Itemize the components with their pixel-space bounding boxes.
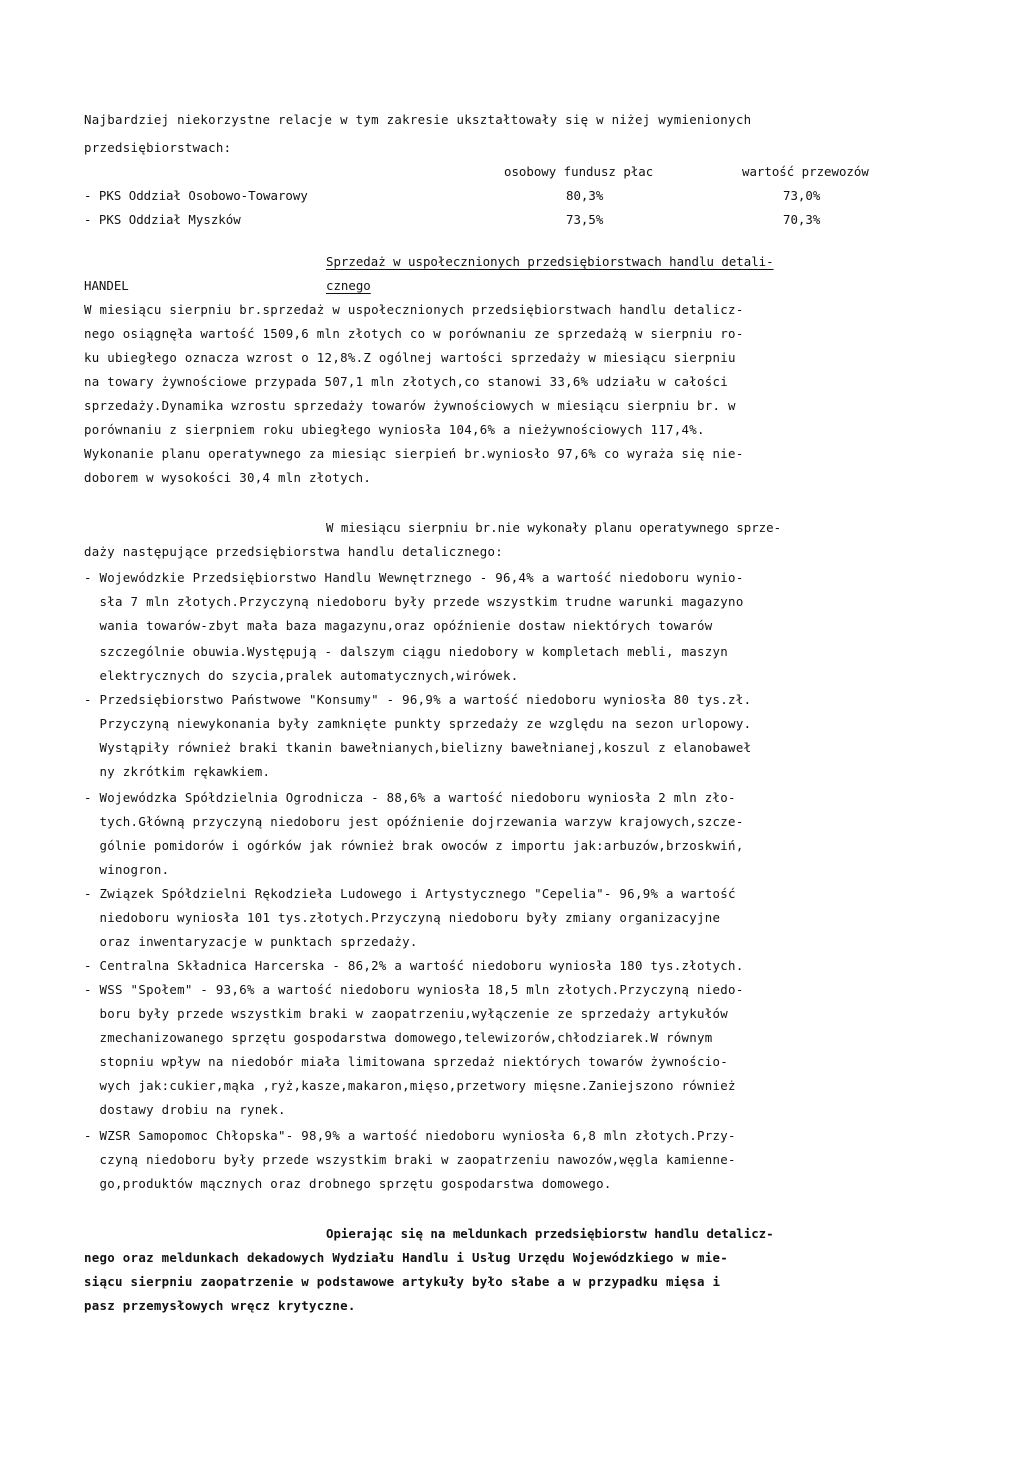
- table-row-name: - PKS Oddział Myszków: [84, 212, 241, 227]
- table-row-value: 70,3%: [783, 212, 821, 227]
- list-item-line: - Wojewódzkie Przedsiębiorstwo Handlu Wewnętrznego - 96,4% a wartość niedoboru wynio-: [84, 570, 744, 585]
- list-item-line: tych.Główną przyczyną niedoboru jest opóźnienie dojrzewania warzyw krajowych,szcze-: [84, 814, 744, 829]
- list-item-line: wania towarów-zbyt mała baza magazynu,oraz opóźnienie dostaw niektórych towarów: [84, 618, 713, 633]
- paragraph-line: W miesiącu sierpniu br.sprzedaż w uspołecznionych przedsiębiorstwach handlu detalicz-: [84, 302, 744, 317]
- table-row-value: 80,3%: [566, 188, 604, 203]
- list-item-line: boru były przede wszystkim braki w zaopatrzeniu,wyłączenie ze sprzedaży artykułów: [84, 1006, 729, 1021]
- table-header-col1: osobowy fundusz płac: [504, 164, 654, 179]
- list-item-line: winogron.: [84, 862, 170, 877]
- list-item-line: czyną niedoboru były przede wszystkim braki w zaopatrzeniu nawozów,węgla kamienne-: [84, 1152, 736, 1167]
- paragraph-line: W miesiącu sierpniu br.nie wykonały planu operatywnego sprze-: [326, 520, 782, 535]
- paragraph-line: Opierając się na meldunkach przedsiębiorstw handlu detalicz-: [326, 1226, 774, 1241]
- table-header-col2: wartość przewozów: [742, 164, 869, 179]
- paragraph-line: porównaniu z sierpniem roku ubiegłego wyniosła 104,6% a nieżywnościowych 117,4%.: [84, 422, 705, 437]
- list-item-line: - Przedsiębiorstwo Państwowe "Konsumy" - 96,9% a wartość niedoboru wyniosła 80 tys.zł.: [84, 692, 752, 707]
- list-item-line: go,produktów mącznych oraz drobnego sprzętu gospodarstwa domowego.: [84, 1176, 612, 1191]
- list-item-line: - Związek Spółdzielni Rękodzieła Ludowego i Artystycznego "Cepelia"- 96,9% a wartość: [84, 886, 736, 901]
- section-title: cznego: [326, 278, 371, 293]
- paragraph-line: doborem w wysokości 30,4 mln złotych.: [84, 470, 372, 485]
- section-title: Sprzedaż w uspołecznionych przedsiębiorstwach handlu detali-: [326, 254, 774, 269]
- list-item-line: - WSS "Społem" - 93,6% a wartość niedoboru wyniosła 18,5 mln złotych.Przyczyną niedo-: [84, 982, 744, 997]
- paragraph-line: siącu sierpniu zaopatrzenie w podstawowe artykuły było słabe a w przypadku mięsa i: [84, 1274, 721, 1289]
- list-item-line: - WZSR Samopomoc Chłopska"- 98,9% a wartość niedoboru wyniosła 6,8 mln złotych.Przy-: [84, 1128, 736, 1143]
- list-item-line: Wystąpiły również braki tkanin bawełnianych,bielizny bawełnianej,koszul z elanobaweł: [84, 740, 752, 755]
- list-item-line: - Wojewódzka Spółdzielnia Ogrodnicza - 88,6% a wartość niedoboru wyniosła 2 mln zło-: [84, 790, 736, 805]
- list-item-line: gólnie pomidorów i ogórków jak również brak owoców z importu jak:arbuzów,brzoskwiń,: [84, 838, 744, 853]
- paragraph-line: pasz przemysłowych wręcz krytyczne.: [84, 1298, 356, 1313]
- list-item-line: stopniu wpływ na niedobór miała limitowana sprzedaż niektórych towarów żywnościo-: [84, 1054, 729, 1069]
- list-item-line: sła 7 mln złotych.Przyczyną niedoboru były przede wszystkim trudne warunki magazyno: [84, 594, 744, 609]
- section-label: HANDEL: [84, 278, 129, 293]
- list-item-line: oraz inwentaryzacje w punktach sprzedaży.: [84, 934, 418, 949]
- paragraph-line: na towary żywnościowe przypada 507,1 mln złotych,co stanowi 33,6% udziału w całości: [84, 374, 729, 389]
- intro-line: Najbardziej niekorzystne relacje w tym zakresie ukształtowały się w niżej wymienionych: [84, 112, 752, 127]
- paragraph-line: daży następujące przedsiębiorstwa handlu detalicznego:: [84, 544, 504, 559]
- list-item-line: wych jak:cukier,mąka ,ryż,kasze,makaron,mięso,przetwory mięsne.Zaniejszono również: [84, 1078, 736, 1093]
- paragraph-line: sprzedaży.Dynamika wzrostu sprzedaży towarów żywnościowych w miesiącu sierpniu br. w: [84, 398, 736, 413]
- table-row-value: 73,0%: [783, 188, 821, 203]
- table-row-name: - PKS Oddział Osobowo-Towarowy: [84, 188, 308, 203]
- list-item-line: niedoboru wyniosła 101 tys.złotych.Przyczyną niedoboru były zmiany organizacyjne: [84, 910, 721, 925]
- table-row-value: 73,5%: [566, 212, 604, 227]
- list-item-line: zmechanizowanego sprzętu gospodarstwa domowego,telewizorów,chłodziarek.W równym: [84, 1030, 713, 1045]
- paragraph-line: nego osiągnęła wartość 1509,6 mln złotych co w porównaniu ze sprzedażą w sierpniu ro-: [84, 326, 744, 341]
- list-item-line: ny zkrótkim rękawkiem.: [84, 764, 271, 779]
- list-item-line: dostawy drobiu na rynek.: [84, 1102, 286, 1117]
- paragraph-line: Wykonanie planu operatywnego za miesiąc sierpień br.wyniosło 97,6% co wyraża się nie-: [84, 446, 744, 461]
- intro-line: przedsiębiorstwach:: [84, 140, 232, 155]
- list-item-line: elektrycznych do szycia,pralek automatycznych,wirówek.: [84, 668, 519, 683]
- list-item-line: szczególnie obuwia.Występują - dalszym ciągu niedobory w kompletach mebli, maszyn: [84, 644, 729, 659]
- paragraph-line: ku ubiegłego oznacza wzrost o 12,8%.Z ogólnej wartości sprzedaży w miesiącu sierpniu: [84, 350, 736, 365]
- paragraph-line: nego oraz meldunkach dekadowych Wydziału Handlu i Usług Urzędu Wojewódzkiego w mie-: [84, 1250, 729, 1265]
- list-item-line: Przyczyną niewykonania były zamknięte punkty sprzedaży ze względu na sezon urlopowy.: [84, 716, 752, 731]
- list-item-line: - Centralna Składnica Harcerska - 86,2% a wartość niedoboru wyniosła 180 tys.złotych.: [84, 958, 744, 973]
